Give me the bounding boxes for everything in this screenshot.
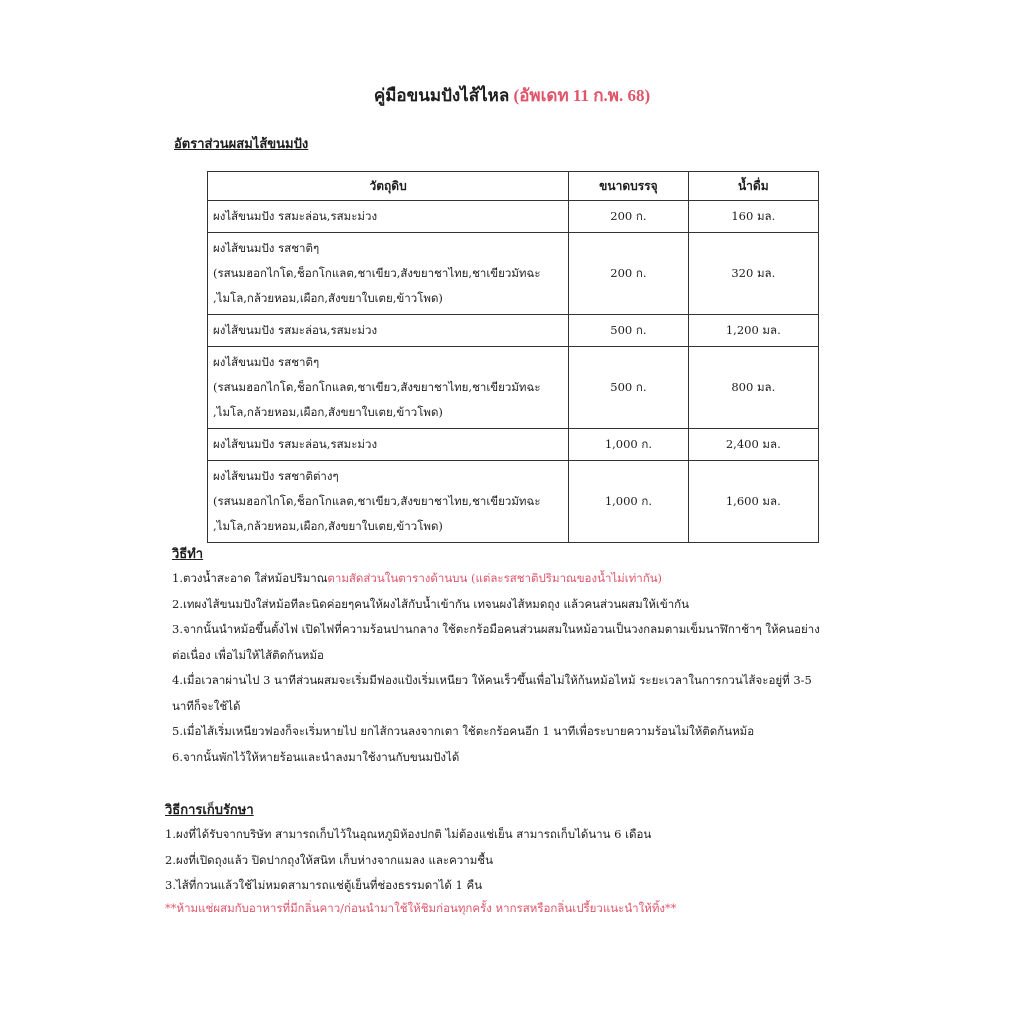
- step-1-text: 1.ตวงน้ำสะอาด ใส่หม้อปริมาณ: [172, 571, 328, 585]
- cell-water: 2,400 มล.: [688, 429, 818, 461]
- step-5: 5.เมื่อไส้เริ่มเหนียวฟองก็จะเริ่มหายไป ยกไส้กวนลงจากเตา ใช้ตะกร้อคนอีก 1 นาทีเพื่อระบายความร้อนไม่ให้ติดก้นหม้อ: [172, 724, 755, 738]
- cell-ingredient: ผงไส้ขนมปัง รสชาติๆ (รสนมฮอกไกโด,ช็อกโกแลต,ชาเขียว,สังขยาชาไทย,ชาเขียวมัทฉะ ,ไมโล,กล้วยหอม,เผือก,สังขยาใบเตย,ข้าวโพด): [208, 347, 569, 429]
- cell-water: 160 มล.: [688, 201, 818, 233]
- section-storage-heading: วิธีการเก็บรักษา: [165, 803, 254, 818]
- title-update-date: (อัพเดท 11 ก.พ. 68): [513, 86, 651, 105]
- cell-pack-size: 200 ก.: [569, 233, 688, 315]
- table-row: [208, 429, 819, 461]
- cell-water: 800 มล.: [688, 347, 818, 429]
- cell-pack-size: 1,000 ก.: [569, 429, 688, 461]
- cell-ingredient: ผงไส้ขนมปัง รสชาติๆ (รสนมฮอกไกโด,ช็อกโกแลต,ชาเขียว,สังขยาชาไทย,ชาเขียวมัทฉะ ,ไมโล,กล้วยหอม,เผือก,สังขยาใบเตย,ข้าวโพด): [208, 233, 569, 315]
- step-3: 3.จากนั้นนำหม้อขึ้นตั้งไฟ เปิดไฟที่ความร้อนปานกลาง ใช้ตะกร้อมือคนส่วนผสมในหม้อวนเป็นวงกลมตามเข็มนาฬิกาช้าๆ ให้คนอย่างต่อเนื่อง เพื่อไม่ให้ไส้ติดก้นหม้อ: [172, 622, 820, 662]
- warning-note: **ห้ามแช่ผสมกับอาหารที่มีกลิ่นคาว/ก่อนนำมาใช้ให้ชิมก่อนทุกครั้ง หากรสหรือกลิ่นเปรี้ยวแนะนำให้ทิ้ง**: [165, 901, 677, 915]
- cell-pack-size: 500 ก.: [569, 347, 688, 429]
- step-4: 4.เมื่อเวลาผ่านไป 3 นาทีส่วนผสมจะเริ่มมีฟองแป้งเริ่มเหนียว ให้คนเร็วขึ้นเพื่อไม่ให้ก้นหม้อไหม้ ระยะเวลาในการกวนไส้จะอยู่ที่ 3-5 นาทีก็จะใช้ได้: [172, 673, 812, 713]
- cell-ingredient: ผงไส้ขนมปัง รสชาติต่างๆ (รสนมฮอกไกโด,ช็อกโกแลต,ชาเขียว,สังขยาชาไทย,ชาเขียวมัทฉะ ,ไมโล,กล้วยหอม,เผือก,สังขยาใบเตย,ข้าวโพด): [208, 461, 569, 543]
- step-1: [172, 566, 832, 592]
- table-row: [208, 347, 819, 429]
- cell-ingredient: ผงไส้ขนมปัง รสมะล่อน,รสมะม่วง: [208, 429, 569, 461]
- cell-water: 1,200 มล.: [688, 315, 818, 347]
- storage-item-1: 1.ผงที่ได้รับจากบริษัท สามารถเก็บไว้ในอุณหภูมิห้องปกติ ไม่ต้องแช่เย็น สามารถเก็บได้นาน 6 เดือน: [165, 827, 652, 841]
- section-method-heading: วิธีทำ: [172, 547, 204, 562]
- mix-ratio-table: [207, 171, 819, 543]
- storage-item-2: 2.ผงที่เปิดถุงแล้ว ปิดปากถุงให้สนิท เก็บห่างจากแมลง และความชื้น: [165, 852, 493, 867]
- storage-list: [165, 822, 845, 899]
- step-2: 2.เทผงไส้ขนมปังใส่หม้อทีละนิดค่อยๆคนให้ผงไส้กับน้ำเข้ากัน เทจนผงไส้หมดถุง แล้วคนส่วนผสมให้เข้ากัน: [172, 596, 689, 611]
- cell-pack-size: 500 ก.: [569, 315, 688, 347]
- table-row: [208, 461, 819, 543]
- table-row: [208, 315, 819, 347]
- method-steps: [172, 566, 832, 770]
- table-row: [208, 201, 819, 233]
- header-ingredient: วัตถุดิบ: [208, 172, 569, 201]
- table-header-row: [208, 172, 819, 201]
- cell-water: 1,600 มล.: [688, 461, 818, 543]
- step-1-note: ตามสัดส่วนในตารางด้านบน (แต่ละรสชาติปริมาณของน้ำไม่เท่ากัน): [327, 571, 663, 585]
- cell-pack-size: 200 ก.: [569, 201, 688, 233]
- page-title: [0, 82, 1024, 109]
- table-row: [208, 233, 819, 315]
- cell-water: 320 มล.: [688, 233, 818, 315]
- title-main: คู่มือขนมปังไส้ไหล: [373, 86, 510, 105]
- storage-item-3: 3.ไส้ที่กวนแล้วใช้ไม่หมดสามารถแช่ตู้เย็นที่ช่องธรรมดาได้ 1 คืน: [165, 878, 483, 892]
- cell-ingredient: ผงไส้ขนมปัง รสมะล่อน,รสมะม่วง: [208, 201, 569, 233]
- step-6: 6.จากนั้นพักไว้ให้หายร้อนและนำลงมาใช้งานกับขนมปังได้: [172, 749, 460, 764]
- section-ratio-heading: อัตราส่วนผสมไส้ขนมปัง: [174, 137, 309, 152]
- cell-ingredient: ผงไส้ขนมปัง รสมะล่อน,รสมะม่วง: [208, 315, 569, 347]
- table-body: [208, 201, 819, 543]
- cell-pack-size: 1,000 ก.: [569, 461, 688, 543]
- header-water: น้ำดื่ม: [688, 172, 818, 201]
- header-pack-size: ขนาดบรรจุ: [569, 172, 688, 201]
